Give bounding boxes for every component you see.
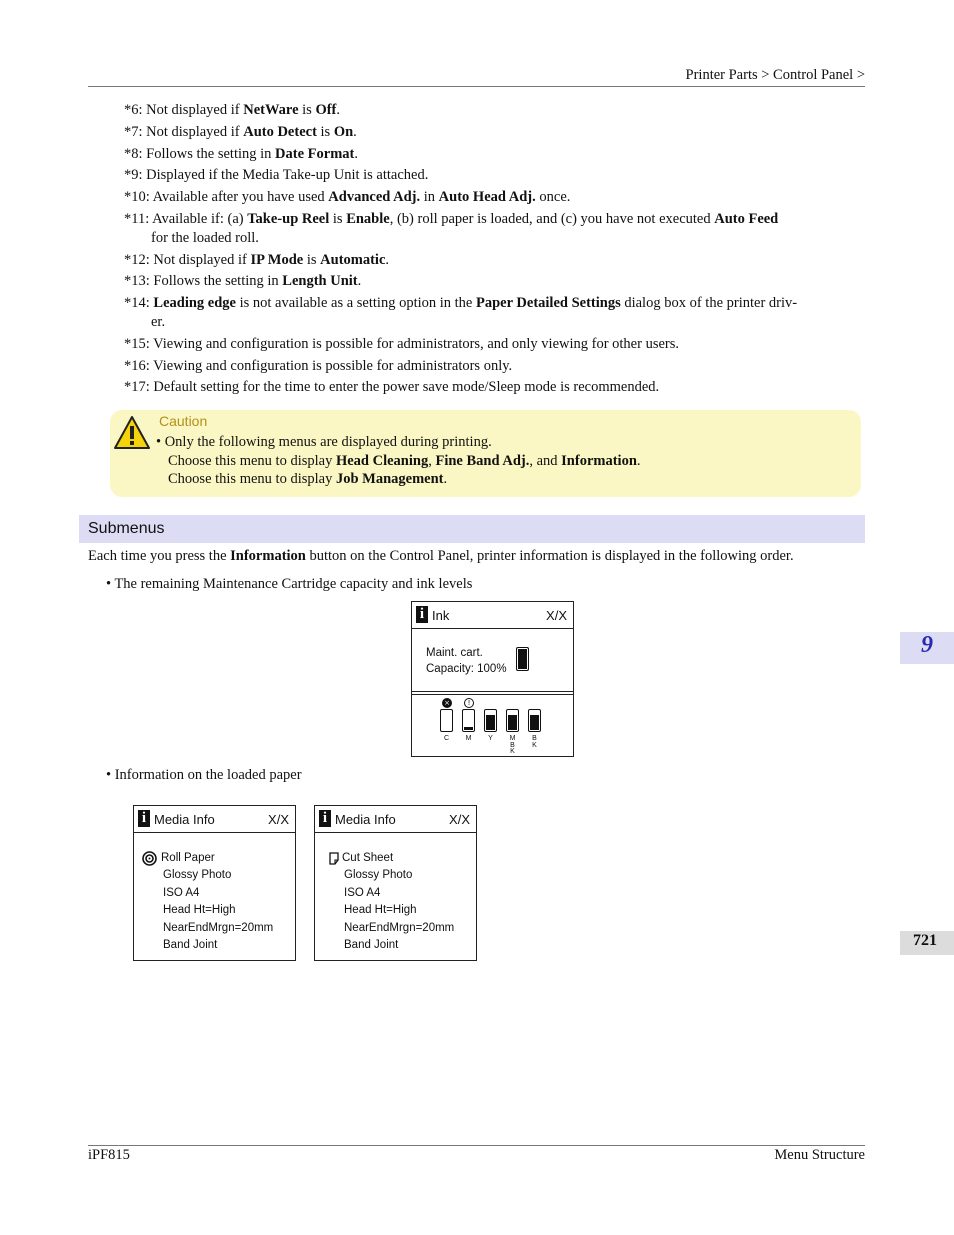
footnote [124, 335, 679, 354]
bold-term: Fine Band Adj. [435, 453, 530, 469]
footnote [124, 251, 389, 270]
bold-term: Job Management [335, 471, 444, 487]
bold-term: Date Format [275, 146, 355, 162]
text-run: *16: Viewing and configuration is possible for administrators only. [124, 358, 513, 374]
bold-term: Paper Detailed Settings [476, 295, 621, 311]
bold-term: Head Cleaning [335, 453, 429, 469]
bold-term: Off [315, 102, 337, 118]
roll-paper-icon [142, 851, 157, 870]
info-icon: i [416, 606, 428, 623]
media-info-line: NearEndMrgn=20mm [344, 921, 455, 934]
text-run: *13: Follows the setting in [124, 273, 283, 289]
lcd-page-indicator: X/X [546, 608, 567, 623]
text-run: is [298, 102, 316, 118]
ink-level-fill [530, 715, 539, 730]
bold-term: Auto Head Adj. [438, 189, 536, 205]
lcd-divider [412, 691, 573, 692]
caution-box [110, 410, 861, 497]
bold-term: On [333, 124, 354, 140]
ink-color-label: B K [532, 735, 537, 749]
bold-term: Auto Feed [714, 211, 779, 227]
text-run: . [353, 124, 357, 140]
page-number-tab [900, 931, 954, 955]
text-run: is [303, 252, 321, 268]
capacity-label: Capacity: 100% [426, 663, 507, 675]
text-run: . [336, 102, 340, 118]
footnote [124, 166, 428, 185]
caution-title: Caution [159, 413, 208, 429]
footnote-continuation [151, 313, 165, 332]
footnote [124, 101, 340, 120]
caution-line [168, 453, 641, 470]
chapter-tab[interactable] [900, 632, 954, 664]
footnote [124, 145, 358, 164]
ink-color-label: Y [488, 735, 493, 742]
lcd-title-bar [315, 806, 476, 833]
footnote [124, 210, 778, 229]
ink-tank-0 [440, 709, 453, 732]
media-info-lcd-screen [133, 805, 296, 961]
caution-line [156, 434, 492, 451]
text-run: , and [529, 453, 562, 469]
text-run: *15: Viewing and configuration is possible for administrators, and only viewing for other users. [124, 336, 680, 352]
ink-low-icon: ! [464, 698, 474, 708]
text-run: . [443, 471, 448, 487]
footer-model: iPF815 [88, 1147, 130, 1163]
text-run: Choose this menu to display [168, 471, 336, 487]
text-run: . [636, 453, 641, 469]
text-run: button on the Control Panel, printer information is displayed in the following order. [305, 548, 794, 564]
text-run: in [420, 189, 439, 205]
bullet-ink-levels: • The remaining Maintenance Cartridge capacity and ink levels [106, 576, 473, 592]
footnote [124, 272, 361, 291]
ink-color-label: M B K [509, 735, 516, 755]
text-run: dialog box of the printer driv- [620, 295, 798, 311]
text-run: . [385, 252, 390, 268]
text-run: is not available as a setting option in the [235, 295, 476, 311]
ink-tank-2 [484, 709, 497, 732]
chapter-number: 9 [921, 632, 933, 658]
media-info-lcd-screen [314, 805, 477, 961]
ink-empty-icon: × [442, 698, 452, 708]
text-run: *10: Available after you have used [124, 189, 329, 205]
text-run: Each time you press the [88, 548, 231, 564]
text-run: er. [151, 314, 166, 330]
footnote [124, 378, 659, 397]
lcd-title-bar [134, 806, 295, 833]
footnote-continuation [151, 229, 259, 248]
lcd-title: Media Info [154, 812, 215, 827]
text-run: *8: Follows the setting in [124, 146, 276, 162]
text-run: *6: Not displayed if [124, 102, 244, 118]
warning-icon [113, 415, 151, 451]
bold-term: IP Mode [250, 252, 304, 268]
ink-level-fill [464, 727, 473, 730]
text-run: *14: [124, 295, 154, 311]
info-icon: i [138, 810, 150, 827]
media-type-label: Roll Paper [161, 852, 215, 864]
page-footer [88, 1145, 865, 1163]
media-type-label: Cut Sheet [342, 852, 394, 864]
text-run: *11: Available if: (a) [124, 211, 248, 227]
footnote [124, 294, 797, 313]
bullet-loaded-paper: • Information on the loaded paper [106, 767, 302, 783]
maint-cart-label: Maint. cart. [426, 647, 483, 659]
text-run: *9: Displayed if the Media Take-up Unit is attached. [124, 167, 429, 183]
lcd-title-bar [412, 602, 573, 629]
media-info-line: Glossy Photo [344, 869, 413, 881]
ink-level-fill [508, 715, 517, 730]
text-run: is [329, 211, 347, 227]
text-run: • Only the following menus are displayed during printing. [156, 434, 492, 450]
footer-section: Menu Structure [774, 1147, 865, 1163]
section-title: Submenus [88, 520, 165, 537]
bold-term: Advanced Adj. [328, 189, 421, 205]
text-run: *7: Not displayed if [124, 124, 244, 140]
lcd-title: Ink [432, 608, 450, 623]
footnote [124, 188, 570, 207]
intro-paragraph [88, 548, 794, 565]
maint-cart-gauge [516, 647, 529, 671]
text-run: for the loaded roll. [151, 230, 259, 246]
ink-lcd-screen [411, 601, 574, 757]
info-icon: i [319, 810, 331, 827]
bold-term: NetWare [243, 102, 299, 118]
media-info-line: Head Ht=High [344, 904, 417, 916]
ink-tank-4 [528, 709, 541, 732]
text-run: is [316, 124, 334, 140]
bold-term: Information [561, 453, 637, 469]
text-run: , (b) roll paper is loaded, and (c) you have not executed [389, 211, 715, 227]
bold-term: Automatic [320, 252, 386, 268]
media-info-line: ISO A4 [344, 886, 381, 899]
ink-tank-3 [506, 709, 519, 732]
media-info-line: Head Ht=High [163, 904, 236, 916]
text-run: , [428, 453, 436, 469]
bold-term: Auto Detect [243, 124, 317, 140]
media-info-line: NearEndMrgn=20mm [163, 921, 274, 934]
text-run: . [357, 273, 362, 289]
footnote [124, 357, 512, 376]
page-number: 721 [913, 932, 937, 949]
caution-line [168, 471, 447, 488]
text-run: once. [535, 189, 571, 205]
cut-sheet-icon [329, 852, 339, 869]
ink-tank-1 [462, 709, 475, 732]
media-info-line: Glossy Photo [163, 869, 232, 881]
text-run: Choose this menu to display [168, 453, 336, 469]
bold-term: Enable [346, 211, 390, 227]
footnote [124, 123, 357, 142]
breadcrumb: Printer Parts > Control Panel > [685, 67, 865, 83]
lcd-title: Media Info [335, 812, 396, 827]
lcd-page-indicator: X/X [449, 812, 470, 827]
text-run: *17: Default setting for the time to enter the power save mode/Sleep mode is recommended. [124, 379, 660, 395]
lcd-divider [412, 694, 573, 695]
ink-color-label: M [465, 735, 472, 742]
bold-term: Information [230, 548, 306, 564]
bold-term: Take-up Reel [247, 211, 330, 227]
media-info-line: Band Joint [163, 939, 218, 951]
media-info-line: Band Joint [344, 939, 399, 951]
page-header [88, 66, 865, 87]
section-heading [79, 515, 865, 543]
text-run: *12: Not displayed if [124, 252, 251, 268]
ink-level-fill [486, 715, 495, 730]
text-run: . [354, 146, 358, 162]
lcd-page-indicator: X/X [268, 812, 289, 827]
ink-color-label: C [443, 735, 450, 742]
bold-term: Leading edge [153, 295, 236, 311]
media-info-line: ISO A4 [163, 886, 200, 899]
bold-term: Length Unit [282, 273, 358, 289]
